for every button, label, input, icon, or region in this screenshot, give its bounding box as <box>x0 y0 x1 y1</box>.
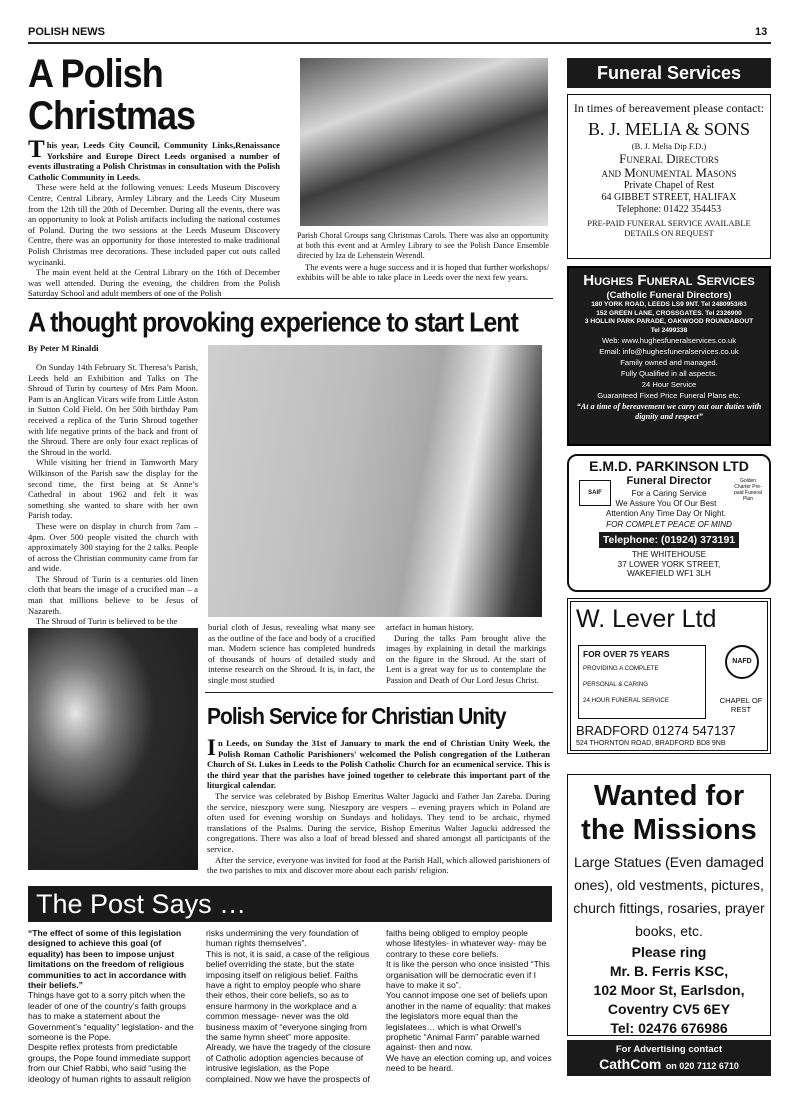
hughes-l4: Guaranteed Fixed Price Funeral Plans etc. <box>597 391 741 400</box>
post-says-column1 <box>28 928 196 1084</box>
article2-p4: The Shroud of Turin is a centuries old linen cloth that bears the image of a crucified man – a man that millions believe to be Jesus of Nazareth. <box>28 573 198 616</box>
article1-p2: The main event held at the Central Library on the 16th of December was well attended. During the evening, the children from the Polish Saturday School and adult members of one of the Polish <box>28 267 280 299</box>
hughes-l1: Family owned and managed. <box>620 358 718 367</box>
article2-col3a: artefact in human history. <box>386 622 474 632</box>
post-says-c3a: faiths being obliged to employ people whose lifestyles- in whatever way- may be contrary to these core beliefs. <box>386 928 547 959</box>
hughes-ad <box>567 266 771 446</box>
hughes-name: Hughes Funeral Services <box>583 272 755 289</box>
post-says-c3d: We have an election coming up, and voices need to be heard. <box>386 1052 552 1074</box>
page-number: 13 <box>755 26 768 38</box>
article2-col3b: During the talks Pam brought alive the images by explaining in detail the markings on the figure in the Shroud. At the start of Lent is a great way for us to contemplate the Passion and Death of Our Lord Jesus Christ. <box>386 632 546 685</box>
article3-p2: After the service, everyone was invited for food at the Parish Hall, which allowed parishioners of the two parishes to mix and discover more about each parish/ religion. <box>207 854 550 876</box>
article2-col2: burial cloth of Jesus, revealing what many see as the outline of the face and body of a crucified man. Modern science has completed hundreds of thousands of hours of detailed study and intense research on the Shroud. It is, in fact, the single most studied <box>208 622 375 685</box>
article1-column1 <box>28 136 280 299</box>
hughes-tel: Tel 2499338 <box>650 326 688 334</box>
parkinson-ad <box>567 454 771 592</box>
melia-phone: Telephone: 01422 354453 <box>616 204 722 215</box>
melia-line2: and Monumental Masons <box>601 165 737 180</box>
hughes-web: Web: www.hughesfuneralservices.co.uk <box>601 336 737 345</box>
funeral-services-title: Funeral Services <box>596 63 742 83</box>
article1-rule <box>28 298 553 299</box>
hughes-l3: 24 Hour Service <box>641 380 697 389</box>
header-rule <box>28 42 771 44</box>
funeral-services-header <box>567 58 771 88</box>
article3-lead: n Leeds, on Sunday the 31st of January to mark the end of Christian Unity Week, the Polish Roman Catholic Parishioners' welcomed the Polish congregation of the Lutheran Church of St. Lukes in Leeds to the Polish Catholic Church for an ecumenical service. This is the third year that the parishes have joined together to celebrate this important part of the liturgical calendar. <box>207 738 550 791</box>
melia-address: 64 GIBBET STREET, HALIFAX <box>601 192 737 203</box>
section-label: POLISH NEWS <box>28 26 106 38</box>
melia-intro: In times of bereavement please contact: <box>573 101 765 115</box>
article1-caption: Parish Choral Groups sang Christmas Carols. There was also an opportunity at both this event and at Armley Library to see the Polish Dance Ensemble directed by Iza de Lehenstein Werendl. <box>297 231 549 261</box>
missions-ring: Please ring <box>631 944 707 960</box>
post-says-c3c: You cannot impose one set of beliefs upon another in the name of equality: that makes the legislators more equal than the legislatees… which is what Orwell’s prophetic “Animal Farm” parable warned against- then and now. <box>386 990 551 1053</box>
hughes-addr3: 3 HOLLIN PARK PARADE, OAKWOOD ROUNDABOUT <box>584 318 754 325</box>
missions-name: Mr. B. Ferris KSC, <box>609 963 729 979</box>
lever-name: W. Lever Ltd <box>576 605 717 633</box>
headline-lent: A thought provoking experience to start Lent <box>28 307 518 338</box>
golden-charter-badge: Golden Charter Pre-paid Funeral Plan <box>734 478 762 502</box>
article2-column2 <box>208 622 375 686</box>
lever-ad <box>567 598 771 754</box>
post-says-c3b: It is like the person who once insisted “This organisation will be democratic even if I have to make it so”. <box>386 959 550 991</box>
hughes-addr1: 180 YORK ROAD, LEEDS LS9 9NT. Tel 2480953/63 <box>591 301 747 308</box>
saif-badge: SAIF <box>579 480 611 506</box>
drop-cap-i: I <box>207 735 216 760</box>
parkinson-peace: FOR COMPLET PEACE OF MIND <box>606 520 732 529</box>
parkinson-title: Funeral Director <box>626 475 712 487</box>
nafd-seal <box>725 645 759 679</box>
hughes-sub: (Catholic Funeral Directors) <box>606 290 732 301</box>
post-says-column3 <box>386 928 552 1074</box>
shroud-negative-photo <box>28 628 198 870</box>
article3-p1: The service was celebrated by Bishop Emeritus Walter Jagucki and Father Jan Zareba. During the service, nieszpory were sung. Nieszpory are vespers – evening prayers which in Poland are often used for evening worship on Sundays and holidays. They tend to be archaic, rhymed translations of the Psalms. During the service, Bishop Emeritus Walter Jagucki addressed the congregations. There was also a loaf of bread blessed and shared amongst all participants of the service. <box>207 790 550 854</box>
lever-s2: PERSONAL & CARING <box>583 681 649 688</box>
headline-polish-christmas-2: Christmas <box>28 92 196 138</box>
parkinson-addr2: 37 LOWER YORK STREET, <box>617 559 721 569</box>
missions-title-1: Wanted for <box>593 780 745 812</box>
missions-tel: Tel: 02476 676986 <box>610 1020 728 1036</box>
lever-chapel: CHAPEL OF REST <box>719 696 763 714</box>
post-says-c1: Things have got to a sorry pitch when the leader of one of the country’s faith groups has to make a statement about the Government’s “equality” legislation- and the someone is the Pope. <box>28 990 194 1043</box>
melia-prepaid: PRE-PAID FUNERAL SERVICE AVAILABLE DETAILS ON REQUEST <box>587 218 751 238</box>
christmas-choir-photo <box>300 58 548 226</box>
lever-address: 524 THORNTON ROAD, BRADFORD BD8 9NB <box>576 740 726 747</box>
post-says-c2b: This is not, it is said, a case of the religious belief overriding the state, but the state imposing itself on religious belief. Faiths have a right to employ people who share their ethos, their core beliefs, so as to ensure harmony in the workplace and a common message- never was the old business maxim of “everyone singing from the same hymn sheet” more apposite. Already, we have the tragedy of the closure of Catholic adoption agencies because of intrusive legislation, as the Pope complained. Now we have the prospects of <box>206 948 371 1084</box>
headline-polish-christmas-1: A Polish <box>28 50 163 96</box>
parkinson-name: E.M.D. PARKINSON LTD <box>589 458 749 474</box>
article3-body <box>207 735 550 876</box>
advert-phone: on 020 7112 6710 <box>665 1061 739 1071</box>
melia-chapel: Private Chapel of Rest <box>623 180 715 191</box>
parkinson-sub: For a Caring Service <box>631 489 707 498</box>
article2-p3: These were on display in church from 7am – 4pm. Over 500 people visited the church with approximately 300 staying for the 2 talks. People of across the Christian community came from far and wide. <box>28 520 198 574</box>
byline: By Peter M Rinaldi <box>28 343 99 353</box>
headline-christian-unity: Polish Service for Christian Unity <box>207 704 506 730</box>
post-says-column2 <box>206 928 374 1084</box>
melia-qual: (B. J. Melia Dip F.D.) <box>631 141 707 151</box>
nafd-seal-text: NAFD <box>732 658 752 665</box>
hughes-quote: “At a time of bereavement we carry out our duties with dignity and respect” <box>576 402 762 421</box>
post-says-title: The Post Says … <box>36 889 247 919</box>
post-says-lead: “The effect of some of this legislation designed to achieve this goal (of equality) has been to impose unjust limitations on the freedom of religious communities to act in accordance with their beliefs.” <box>28 928 187 991</box>
lever-s3: 24 HOUR FUNERAL SERVICE <box>583 697 669 704</box>
article1-p1: These were held at the following venues: Leeds Museum Discovery Centre, Central Library, Armley Library and the Leeds City Museum from the 12th till the 20th of December. During all the events, there was an opportunity to look at Polish artifacts including the national costumes of Poland. During the two sessions at the Leeds Museum Discovery Centre, there was an opportunity for those interested to make traditional Polish Christmas tree decorations. These included paper cut outs called wycinanki. <box>28 182 280 267</box>
hughes-l2: Fully Qualified in all aspects. <box>620 369 718 378</box>
missions-title-2: the Missions <box>581 814 757 846</box>
missions-ad <box>567 774 771 1036</box>
lever-phone: BRADFORD 01274 547137 <box>576 723 736 738</box>
hughes-addr2: 152 GREEN LANE, CROSSGATES. Tel 2326900 <box>596 309 742 317</box>
article2-p2: While visiting her friend in Tamworth Mary Wilkinson of the Parish saw the display for the second time, the first being at St Anne’s Cathedral in about 1962 and felt it was something she wanted to share with her own Parish today. <box>28 457 198 521</box>
article1-p3: The events were a huge success and it is hoped that further workshops/ exhibits will be able to take place in Leeds over the next few years. <box>297 261 549 283</box>
boy-viewing-shroud-photo <box>208 345 542 617</box>
cathcom-brand: CathCom <box>599 1056 662 1072</box>
melia-line1: Funeral Directors <box>619 151 719 166</box>
melia-ad <box>567 94 771 259</box>
article1-column2 <box>297 231 549 283</box>
melia-name: B. J. MELIA & SONS <box>587 119 751 139</box>
parkinson-phone: Telephone: (01924) 373191 <box>599 532 739 548</box>
article1-lead: his year, Leeds City Council, Community Links,Renaissance Yorkshire and Europe Direct Leeds organised a number of events illustrating a Polish Christmas in consultation with the Polish Catholic Community in Leeds. <box>28 140 280 182</box>
post-says-banner <box>28 886 552 922</box>
post-says-c1b: Despite reflex protests from predictable groups, the Pope found immediate support from our Chief Rabbi, who said “using the ideology of human rights to assault religion <box>28 1042 191 1084</box>
advert-line1: For Advertising contact <box>615 1044 723 1055</box>
missions-addr2: Coventry CV5 6EY <box>607 1001 731 1017</box>
advert-line2 <box>567 1056 771 1074</box>
article2-rule <box>205 692 553 693</box>
lever-years: FOR OVER 75 YEARS <box>583 649 670 659</box>
parkinson-addr3: WAKEFIELD WF1 3LH <box>627 569 711 578</box>
drop-cap-t: T <box>28 136 45 163</box>
article2-column3 <box>386 622 546 686</box>
article2-p5: The Shroud of Turin is believed to be the <box>36 616 178 627</box>
lever-services-box <box>578 645 706 719</box>
hughes-email: Email: info@hughesfuneralservices.co.uk <box>599 347 739 356</box>
lever-s1: PROVIDING A COMPLETE <box>583 665 659 672</box>
post-says-c2a: risks undermining the very foundation of human rights themselves”. <box>206 928 359 949</box>
missions-body: Large Statues (Even damaged ones), old vestments, pictures, church fittings, rosaries, prayer books, etc. <box>573 854 765 939</box>
article2-p1: On Sunday 14th February St. Theresa’s Parish, Leeds held an Exhibition and Talks on The Shroud of Turin by courtesy of Mrs Pam Moon. Pam is an Anglican Vicars wife from Little Aston in Sutton Cold Field. On her 50th birthday Pam received a replica of the Turin Shroud together with life negative prints of the back and front of the Shroud. There are only four exact replicas of the Shroud in the world. <box>28 362 198 457</box>
missions-addr1: 102 Moor St, Earlsdon, <box>593 982 745 998</box>
parkinson-assure: We Assure You Of Our Best Attention Any Time Day Or Night. <box>605 499 727 518</box>
advertising-strip <box>567 1040 771 1076</box>
parkinson-addr1: THE WHITEHOUSE <box>631 550 707 559</box>
article2-column1 <box>28 362 198 627</box>
